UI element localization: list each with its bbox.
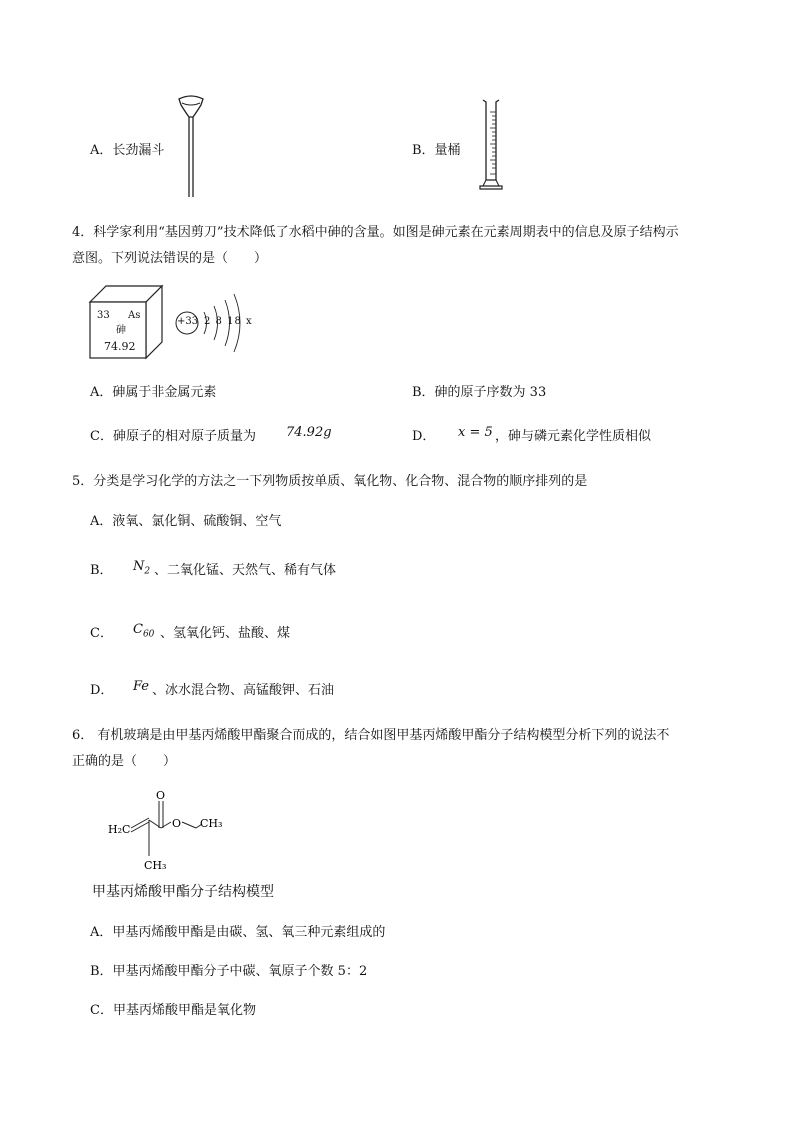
q4-option-d-text: ，砷与磷元素化学性质相似	[495, 429, 652, 444]
electron-shells: 2 8 18 x	[204, 316, 253, 327]
q3-option-b: B．量桶	[412, 143, 461, 158]
tile-symbol: As	[128, 310, 141, 321]
q5-option-b-formula: $N_2$	[133, 559, 151, 577]
methyl-methacrylate-structure	[104, 786, 228, 876]
q6-option-c: C．甲基丙烯酸甲酯是氧化物	[90, 1003, 256, 1018]
q6-stem-line-1: 6． 有机玻璃是由甲基丙烯酸甲酯聚合而成的，结合如图甲基丙烯酸甲酯分子结构模型分析下列的说法不	[72, 728, 670, 743]
q4-option-c-mass: 74.92g	[286, 425, 332, 440]
graduated-cylinder-figure	[474, 98, 508, 192]
q5-stem: 5．分类是学习化学的方法之一下列物质按单质、氧化物、化合物、混合物的顺序排列的是	[72, 474, 588, 489]
tile-atomic-number: 33	[97, 310, 110, 321]
q6-option-b: B．甲基丙烯酸甲酯分子中碳、氧原子个数 5：2	[90, 964, 368, 979]
ester-oxygen-label: O	[172, 817, 182, 830]
tile-atomic-mass: 74.92	[104, 340, 136, 353]
q6-option-a: A．甲基丙烯酸甲酯是由碳、氢、氧三种元素组成的	[90, 925, 386, 940]
q4-option-a: A．砷属于非金属元素	[90, 385, 217, 400]
h2c-label: H₂C	[108, 823, 131, 836]
q4-stem-line-2: 意图。下列说法错误的是（ ）	[72, 251, 268, 266]
q3-option-a: A．长劲漏斗	[90, 143, 165, 158]
q5-option-d-text: 、冰水混合物、高锰酸钾、石油	[152, 683, 335, 698]
q5-option-b-text: 、二氧化锰、天然气、稀有气体	[154, 563, 337, 578]
q5-option-c-formula: $C_{60}$	[133, 622, 155, 640]
q4-option-d-label: D．	[412, 429, 436, 444]
q6-stem-line-2: 正确的是（ ）	[72, 754, 177, 769]
nucleus-charge: +33	[177, 316, 199, 327]
q5-option-a: A．液氧、氯化铜、硫酸铜、空气	[90, 514, 282, 529]
tile-element-name: 砷	[116, 325, 126, 336]
q5-option-c-label: C．	[90, 626, 113, 641]
q4-option-c: C．砷原子的相对原子质量为	[90, 429, 256, 444]
q5-option-b-label: B．	[90, 563, 113, 578]
carbonyl-oxygen-label: O	[156, 789, 166, 802]
methyl-right-label: CH₃	[200, 817, 223, 830]
q5-option-c-text: 、氢氧化钙、盐酸、煤	[160, 626, 291, 641]
q4-option-b: B．砷的原子序数为 33	[412, 385, 547, 400]
methyl-bottom-label: CH₃	[144, 859, 167, 872]
long-neck-funnel-figure	[174, 95, 208, 199]
q4-stem-line-1: 4．科学家利用“基因剪刀”技术降低了水稻中砷的含量。如图是砷元素在元素周期表中的信息及原子结构示	[72, 225, 679, 240]
q5-option-d-label: D．	[90, 683, 114, 698]
q4-option-d-math: x = 5	[458, 425, 493, 440]
structure-caption: 甲基丙烯酸甲酯分子结构模型	[92, 884, 274, 900]
q5-option-d-formula: Fe	[133, 679, 150, 694]
